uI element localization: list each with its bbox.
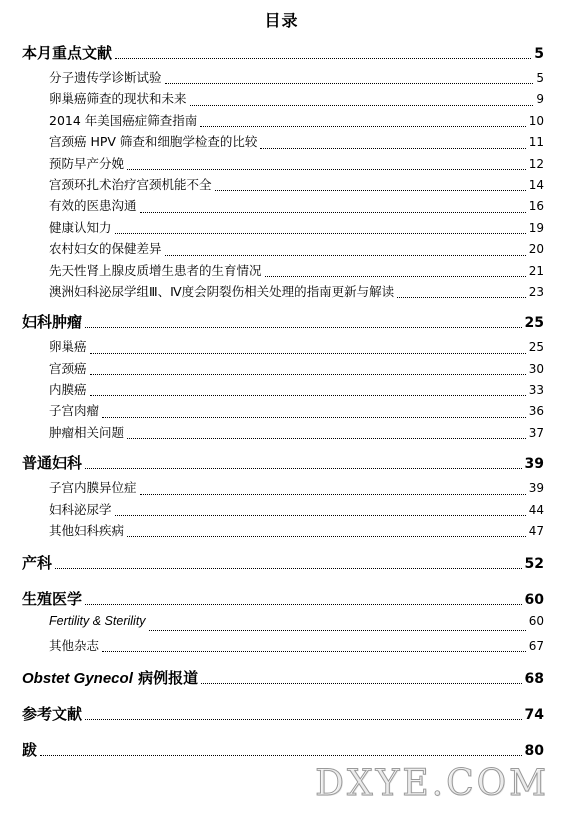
dot-leader <box>115 233 526 234</box>
dot-leader <box>127 536 526 537</box>
entry-label: 预防早产分娩 <box>49 155 125 171</box>
dot-leader <box>115 515 526 516</box>
entry-label: 宫颈癌 <box>49 360 87 376</box>
entry-label: 宫颈环扎术治疗宫颈机能不全 <box>49 176 212 192</box>
section-label: 本月重点文献 <box>22 44 113 62</box>
entry-page: 33 <box>528 383 544 398</box>
dot-leader <box>85 327 522 328</box>
entry-page: 12 <box>528 156 544 171</box>
entry-page: 67 <box>528 638 544 653</box>
toc-entry[interactable] <box>22 337 544 358</box>
dot-leader <box>90 395 526 396</box>
entry-label: 肿瘤相关问题 <box>49 424 125 440</box>
toc-entry[interactable] <box>22 132 544 153</box>
toc-entry[interactable] <box>22 154 544 175</box>
section-page: 52 <box>524 556 544 573</box>
dot-leader <box>260 148 525 149</box>
dot-leader <box>115 58 531 59</box>
toc-section[interactable] <box>22 42 544 66</box>
dot-leader <box>40 755 522 756</box>
entry-label: 农村妇女的保健差异 <box>49 241 162 257</box>
dot-leader <box>55 568 522 569</box>
section-label: 参考文献 <box>22 705 83 724</box>
toc-entry[interactable] <box>22 401 544 422</box>
dot-leader <box>265 276 526 277</box>
toc-section[interactable] <box>22 703 544 727</box>
section-label: 妇科肿瘤 <box>22 313 83 332</box>
entry-page: 9 <box>536 92 544 107</box>
toc-title: 目录 <box>264 11 299 30</box>
entry-page: 30 <box>528 361 544 376</box>
entry-page: 5 <box>536 71 544 85</box>
dot-leader <box>165 255 526 256</box>
entry-page: 14 <box>528 177 544 192</box>
toc-entry[interactable] <box>22 261 544 282</box>
section-page: 60 <box>524 592 544 609</box>
dot-leader <box>140 212 526 213</box>
section-page: 5 <box>534 46 544 62</box>
entry-page: 23 <box>528 284 544 299</box>
dot-leader <box>127 438 526 439</box>
toc-entry[interactable] <box>22 111 544 132</box>
entry-label: Fertility & Sterility <box>49 614 146 629</box>
dot-leader <box>140 494 526 495</box>
entry-page: 36 <box>528 404 544 419</box>
toc-entry[interactable] <box>22 175 544 196</box>
entry-label: 卵巢癌筛查的现状和未来 <box>49 91 187 107</box>
section-label-cn: 病例报道 <box>132 669 199 688</box>
entry-label: 子宫肉瘤 <box>49 403 100 419</box>
section-page: 39 <box>524 456 544 473</box>
dot-leader <box>85 468 522 469</box>
entry-page: 16 <box>528 199 544 214</box>
entry-label: 有效的医患沟通 <box>49 198 137 214</box>
entry-label: 2014 年美国癌症筛查指南 <box>49 112 198 128</box>
toc-section[interactable] <box>22 588 544 612</box>
table-of-contents <box>22 42 544 763</box>
section-page: 25 <box>524 315 544 332</box>
entry-page: 37 <box>528 425 544 440</box>
entry-label: 健康认知力 <box>49 219 112 235</box>
dot-leader <box>102 417 526 418</box>
toc-section[interactable] <box>22 667 544 691</box>
toc-section[interactable] <box>22 311 544 335</box>
toc-entry[interactable] <box>22 218 544 239</box>
toc-entry[interactable] <box>22 636 544 657</box>
section-label: 产科 <box>22 554 53 573</box>
watermark: DXYE.COM <box>315 763 549 804</box>
toc-entry[interactable] <box>22 89 544 110</box>
dot-leader <box>165 83 534 84</box>
toc-entry[interactable] <box>22 359 544 380</box>
entry-label: 其他杂志 <box>49 637 100 653</box>
dot-leader <box>190 105 534 106</box>
dot-leader <box>90 374 526 375</box>
toc-entry[interactable] <box>22 196 544 217</box>
section-label: 跋 <box>22 741 38 760</box>
toc-entry[interactable] <box>22 68 544 89</box>
entry-label: 内膜癌 <box>49 382 87 398</box>
toc-entry[interactable] <box>22 282 544 303</box>
toc-section[interactable] <box>22 739 544 763</box>
dot-leader <box>85 604 522 605</box>
section-page: 68 <box>524 671 544 688</box>
entry-label: 卵巢癌 <box>49 339 87 355</box>
dot-leader <box>90 353 526 354</box>
dot-leader <box>85 719 522 720</box>
toc-entry[interactable] <box>22 380 544 401</box>
toc-entry[interactable] <box>22 478 544 499</box>
entry-page: 20 <box>528 242 544 257</box>
entry-page: 44 <box>528 502 544 517</box>
section-label-en: Obstet Gynecol <box>22 670 133 688</box>
entry-page: 39 <box>528 481 544 496</box>
entry-label: 先天性肾上腺皮质增生患者的生育情况 <box>49 262 262 278</box>
entry-page: 25 <box>528 340 544 355</box>
entry-page: 19 <box>528 220 544 235</box>
section-label <box>22 667 198 688</box>
section-page: 74 <box>524 707 544 724</box>
entry-label: 宫颈癌 HPV 筛查和细胞学检查的比较 <box>49 134 258 150</box>
dot-leader <box>201 683 521 684</box>
dot-leader <box>149 630 526 631</box>
entry-page: 10 <box>528 113 544 128</box>
section-label: 普通妇科 <box>22 454 83 473</box>
entry-page: 11 <box>528 135 544 150</box>
toc-entry[interactable] <box>22 500 544 521</box>
dot-leader <box>200 126 525 127</box>
section-label: 生殖医学 <box>22 590 83 609</box>
entry-label: 分子遗传学诊断试验 <box>49 70 162 85</box>
toc-entry[interactable] <box>22 521 544 542</box>
entry-label: 妇科泌尿学 <box>49 501 112 517</box>
toc-entry[interactable] <box>22 614 544 635</box>
entry-label: 其他妇科疾病 <box>49 523 125 539</box>
entry-label: 子宫内膜异位症 <box>49 480 137 496</box>
toc-section[interactable] <box>22 452 544 476</box>
toc-entry[interactable] <box>22 239 544 260</box>
entry-label: 澳洲妇科泌尿学组Ⅲ、Ⅳ度会阴裂伤相关处理的指南更新与解读 <box>49 283 395 299</box>
dot-leader <box>215 190 526 191</box>
dot-leader <box>397 297 526 298</box>
entry-page: 21 <box>528 263 544 278</box>
dot-leader <box>102 651 526 652</box>
dot-leader <box>127 169 526 170</box>
toc-entry[interactable] <box>22 423 544 444</box>
toc-section[interactable] <box>22 552 544 576</box>
section-page: 80 <box>524 743 544 760</box>
entry-page: 60 <box>528 614 544 629</box>
entry-page: 47 <box>528 524 544 539</box>
